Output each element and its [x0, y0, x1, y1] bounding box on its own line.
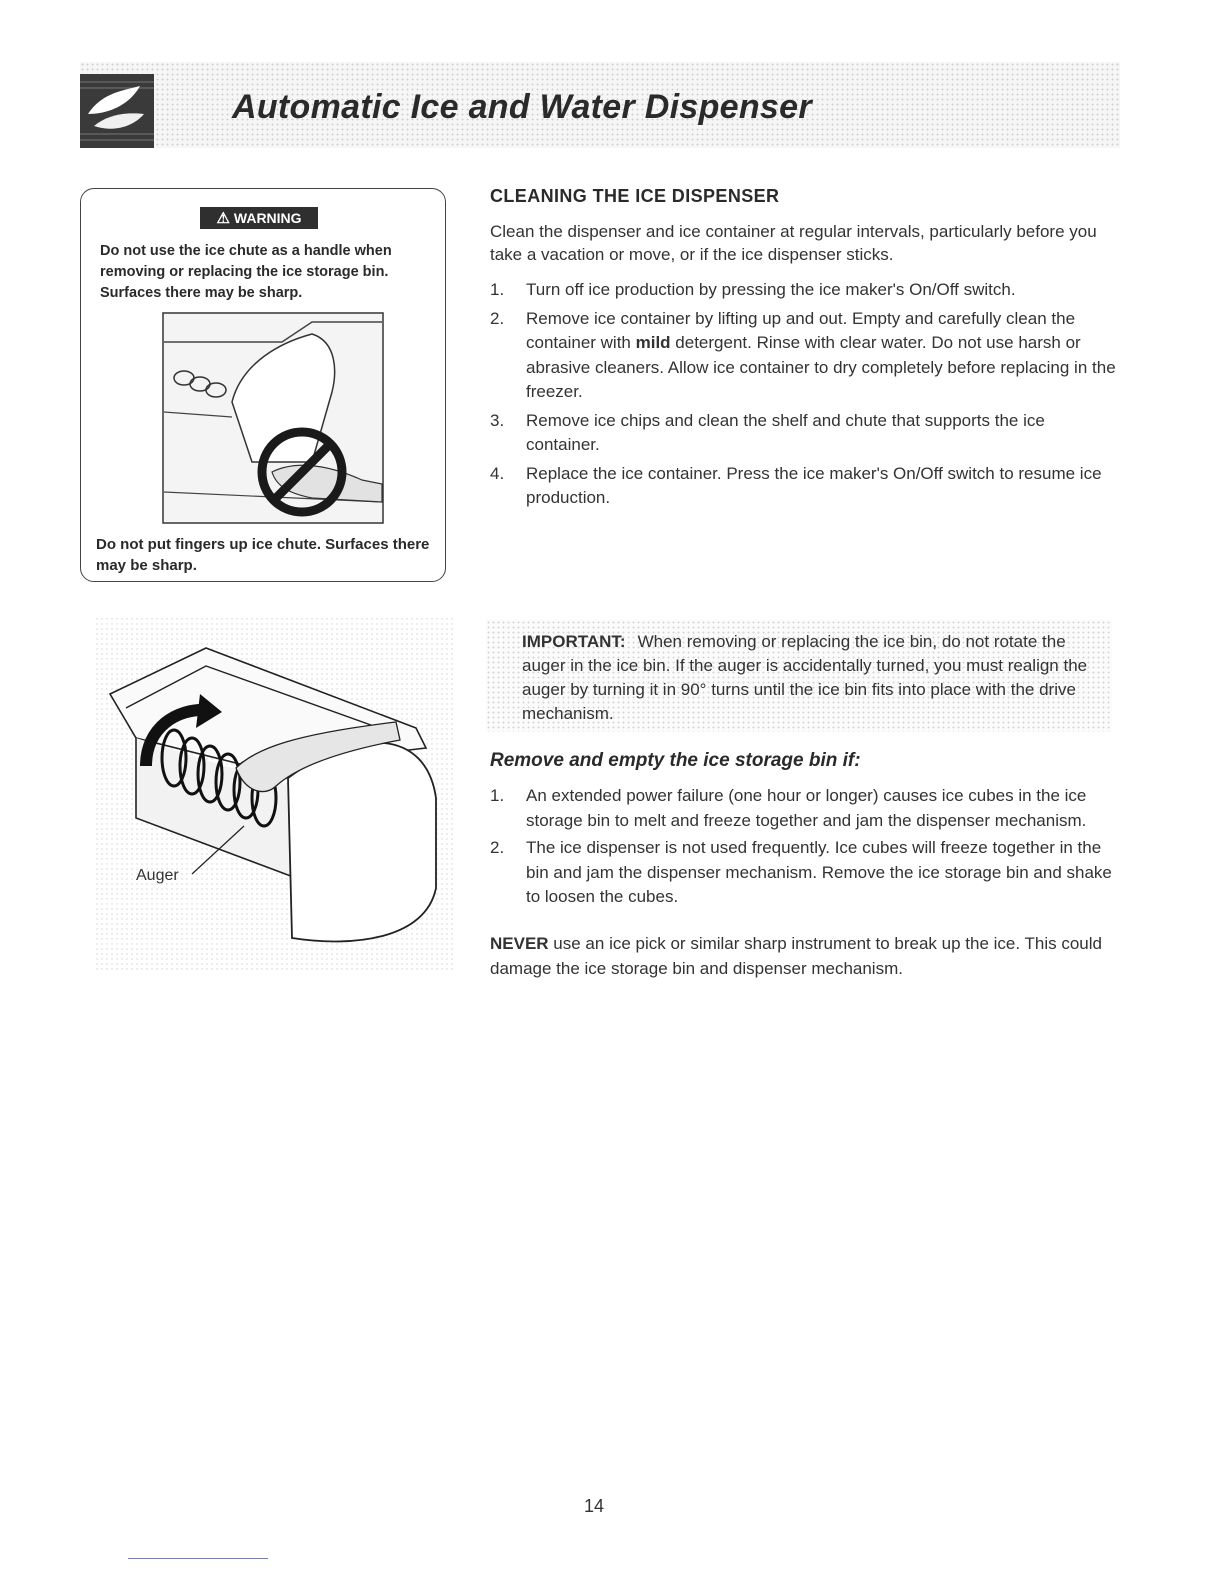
ice-bin-auger-illustration — [96, 618, 454, 970]
step-text: Remove ice chips and clean the shelf and chute that supports the ice container. — [526, 410, 1045, 454]
step-number: 1. — [490, 280, 505, 299]
list-item — [490, 836, 1120, 910]
list-item — [490, 307, 1120, 405]
step-number: 3. — [490, 410, 505, 430]
step-number: 2. — [490, 308, 505, 328]
warning-text-bottom: Do not put fingers up ice chute. Surfaces there may be sharp. — [96, 536, 430, 574]
never-emphasis: NEVER — [490, 934, 549, 953]
cleaning-intro: Clean the dispenser and ice container at regular intervals, particularly before you take a vacation or move, or if the ice dispenser sticks. — [490, 222, 1097, 264]
page-title: Automatic Ice and Water Dispenser — [232, 88, 812, 126]
item-number: 2. — [490, 838, 505, 857]
item-text: An extended power failure (one hour or longer) causes ice cubes in the ice storage bin to melt and freeze together and jam the dispenser mechanism. — [526, 786, 1087, 830]
list-item — [490, 278, 1120, 303]
never-warning — [490, 932, 1120, 981]
auger-label: Auger — [136, 867, 179, 884]
warning-text-top: Do not use the ice chute as a handle when removing or replacing the ice storage bin. Surfaces there may be sharp. — [100, 243, 392, 301]
important-note — [486, 620, 1112, 732]
list-item — [490, 462, 1120, 511]
never-text: use an ice pick or similar sharp instrument to break up the ice. This could damage the ice storage bin and dispenser mechanism. — [490, 934, 1102, 978]
step-text-emphasis: mild — [635, 333, 671, 352]
warning-badge — [200, 207, 318, 229]
step-number: 4. — [490, 463, 505, 483]
step-text: Turn off ice production by pressing the ice maker's On/Off switch. — [526, 280, 1016, 299]
cleaning-steps — [490, 278, 1120, 515]
list-item — [490, 784, 1120, 833]
list-item — [490, 409, 1120, 458]
step-text: Replace the ice container. Press the ice maker's On/Off switch to resume ice production. — [526, 463, 1102, 507]
leaf-logo-icon — [80, 74, 154, 148]
remove-subtitle: Remove and empty the ice storage bin if: — [490, 750, 861, 771]
step-text: detergent. Rinse with clear water. Do not use harsh or abrasive cleaners. Allow ice container to dry completely before replacing in the freezer. — [526, 333, 1116, 401]
footer-rule — [128, 1558, 268, 1559]
warning-badge-label: WARNING — [233, 210, 302, 226]
important-label: IMPORTANT: — [522, 632, 626, 651]
step-text: Remove ice container by lifting up and out. Empty and carefully clean the container with — [526, 308, 1076, 352]
item-number: 1. — [490, 786, 505, 805]
warning-triangle-icon: ⚠ — [216, 210, 230, 227]
page-number: 14 — [584, 1496, 605, 1516]
section-title-cleaning: CLEANING THE ICE DISPENSER — [490, 186, 780, 206]
remove-list — [490, 784, 1120, 913]
item-text: The ice dispenser is not used frequently. Ice cubes will freeze together in the bin and jam the dispenser mechanism. Remove the ice storage bin and shake to loosen the cubes. — [526, 838, 1112, 906]
important-text: When removing or replacing the ice bin, do not rotate the auger in the ice bin. If the auger is accidentally turned, you must realign the auger by turning it in 90° turns until the ice bin fits into place with the drive mechanism. — [522, 632, 1088, 723]
no-hand-in-chute-icon — [162, 312, 384, 524]
